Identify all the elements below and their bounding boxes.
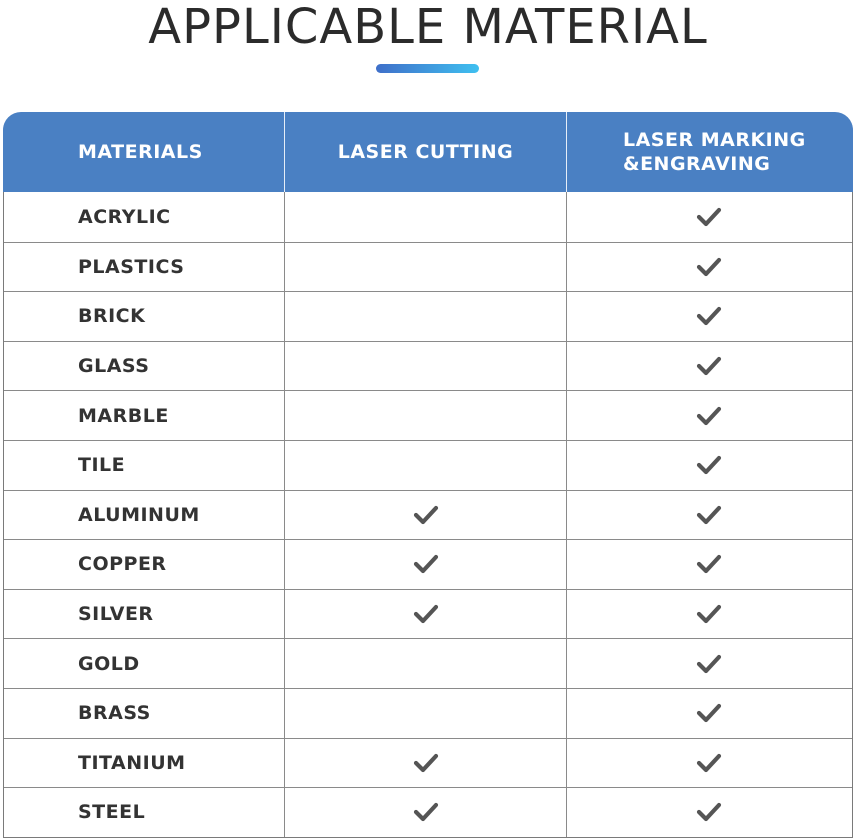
material-name: PLASTICS [78,255,185,278]
check-icon [413,753,439,773]
laser-marking-cell [566,590,852,639]
check-icon [696,554,722,574]
material-name: GLASS [78,355,150,378]
check-icon [696,306,722,326]
table-row [4,688,852,738]
check-icon [413,802,439,822]
laser-marking-cell [566,689,852,738]
laser-marking-cell [566,243,852,292]
table-row [4,589,852,639]
check-icon [696,207,722,227]
laser-marking-cell [566,342,852,391]
laser-marking-cell [566,540,852,589]
laser-cutting-cell [284,441,566,490]
material-name: BRICK [78,305,146,328]
laser-cutting-cell [284,292,566,341]
material-name: SILVER [78,603,154,626]
table-row [4,787,852,837]
table-row [4,490,852,540]
material-name: TITANIUM [78,751,186,774]
check-icon [696,753,722,773]
laser-cutting-cell [284,689,566,738]
material-name: TILE [78,454,126,477]
laser-marking-cell [566,391,852,440]
laser-cutting-cell [284,243,566,292]
check-icon [696,604,722,624]
check-icon [696,505,722,525]
table-row [4,638,852,688]
laser-marking-cell [566,192,852,242]
materials-table [3,112,853,838]
material-name: ALUMINUM [78,503,200,526]
laser-cutting-cell [284,590,566,639]
header-laser-marking-line1: LASER MARKING [623,129,806,151]
laser-marking-cell [566,441,852,490]
laser-cutting-cell [284,788,566,837]
table-row [4,539,852,589]
title-underline [376,64,479,73]
header-materials: MATERIALS [78,141,203,163]
material-name: COPPER [78,553,167,576]
table-row [4,738,852,788]
check-icon [413,505,439,525]
material-name: GOLD [78,652,140,675]
laser-marking-cell [566,739,852,788]
table-row [4,440,852,490]
table-row [4,242,852,292]
page-title: APPLICABLE MATERIAL [148,0,708,55]
header-laser-cutting: LASER CUTTING [284,112,566,192]
header-laser-marking [566,112,853,192]
laser-cutting-cell [284,391,566,440]
table-header-row [3,112,853,192]
check-icon [696,257,722,277]
check-icon [696,654,722,674]
material-name: ACRYLIC [78,205,171,228]
laser-marking-cell [566,292,852,341]
laser-marking-cell [566,788,852,837]
material-name: BRASS [78,702,151,725]
laser-marking-cell [566,491,852,540]
laser-marking-cell [566,639,852,688]
laser-cutting-cell [284,639,566,688]
table-row [4,291,852,341]
check-icon [696,455,722,475]
check-icon [696,802,722,822]
check-icon [413,604,439,624]
laser-cutting-cell [284,491,566,540]
header-laser-marking-line2: &ENGRAVING [623,153,771,175]
material-name: MARBLE [78,404,169,427]
laser-cutting-cell [284,342,566,391]
table-row [4,390,852,440]
table-row [4,192,852,242]
check-icon [696,356,722,376]
material-name: STEEL [78,801,146,824]
table-body [3,192,853,838]
table-row [4,341,852,391]
laser-cutting-cell [284,192,566,242]
laser-cutting-cell [284,540,566,589]
check-icon [696,406,722,426]
check-icon [413,554,439,574]
check-icon [696,703,722,723]
laser-cutting-cell [284,739,566,788]
